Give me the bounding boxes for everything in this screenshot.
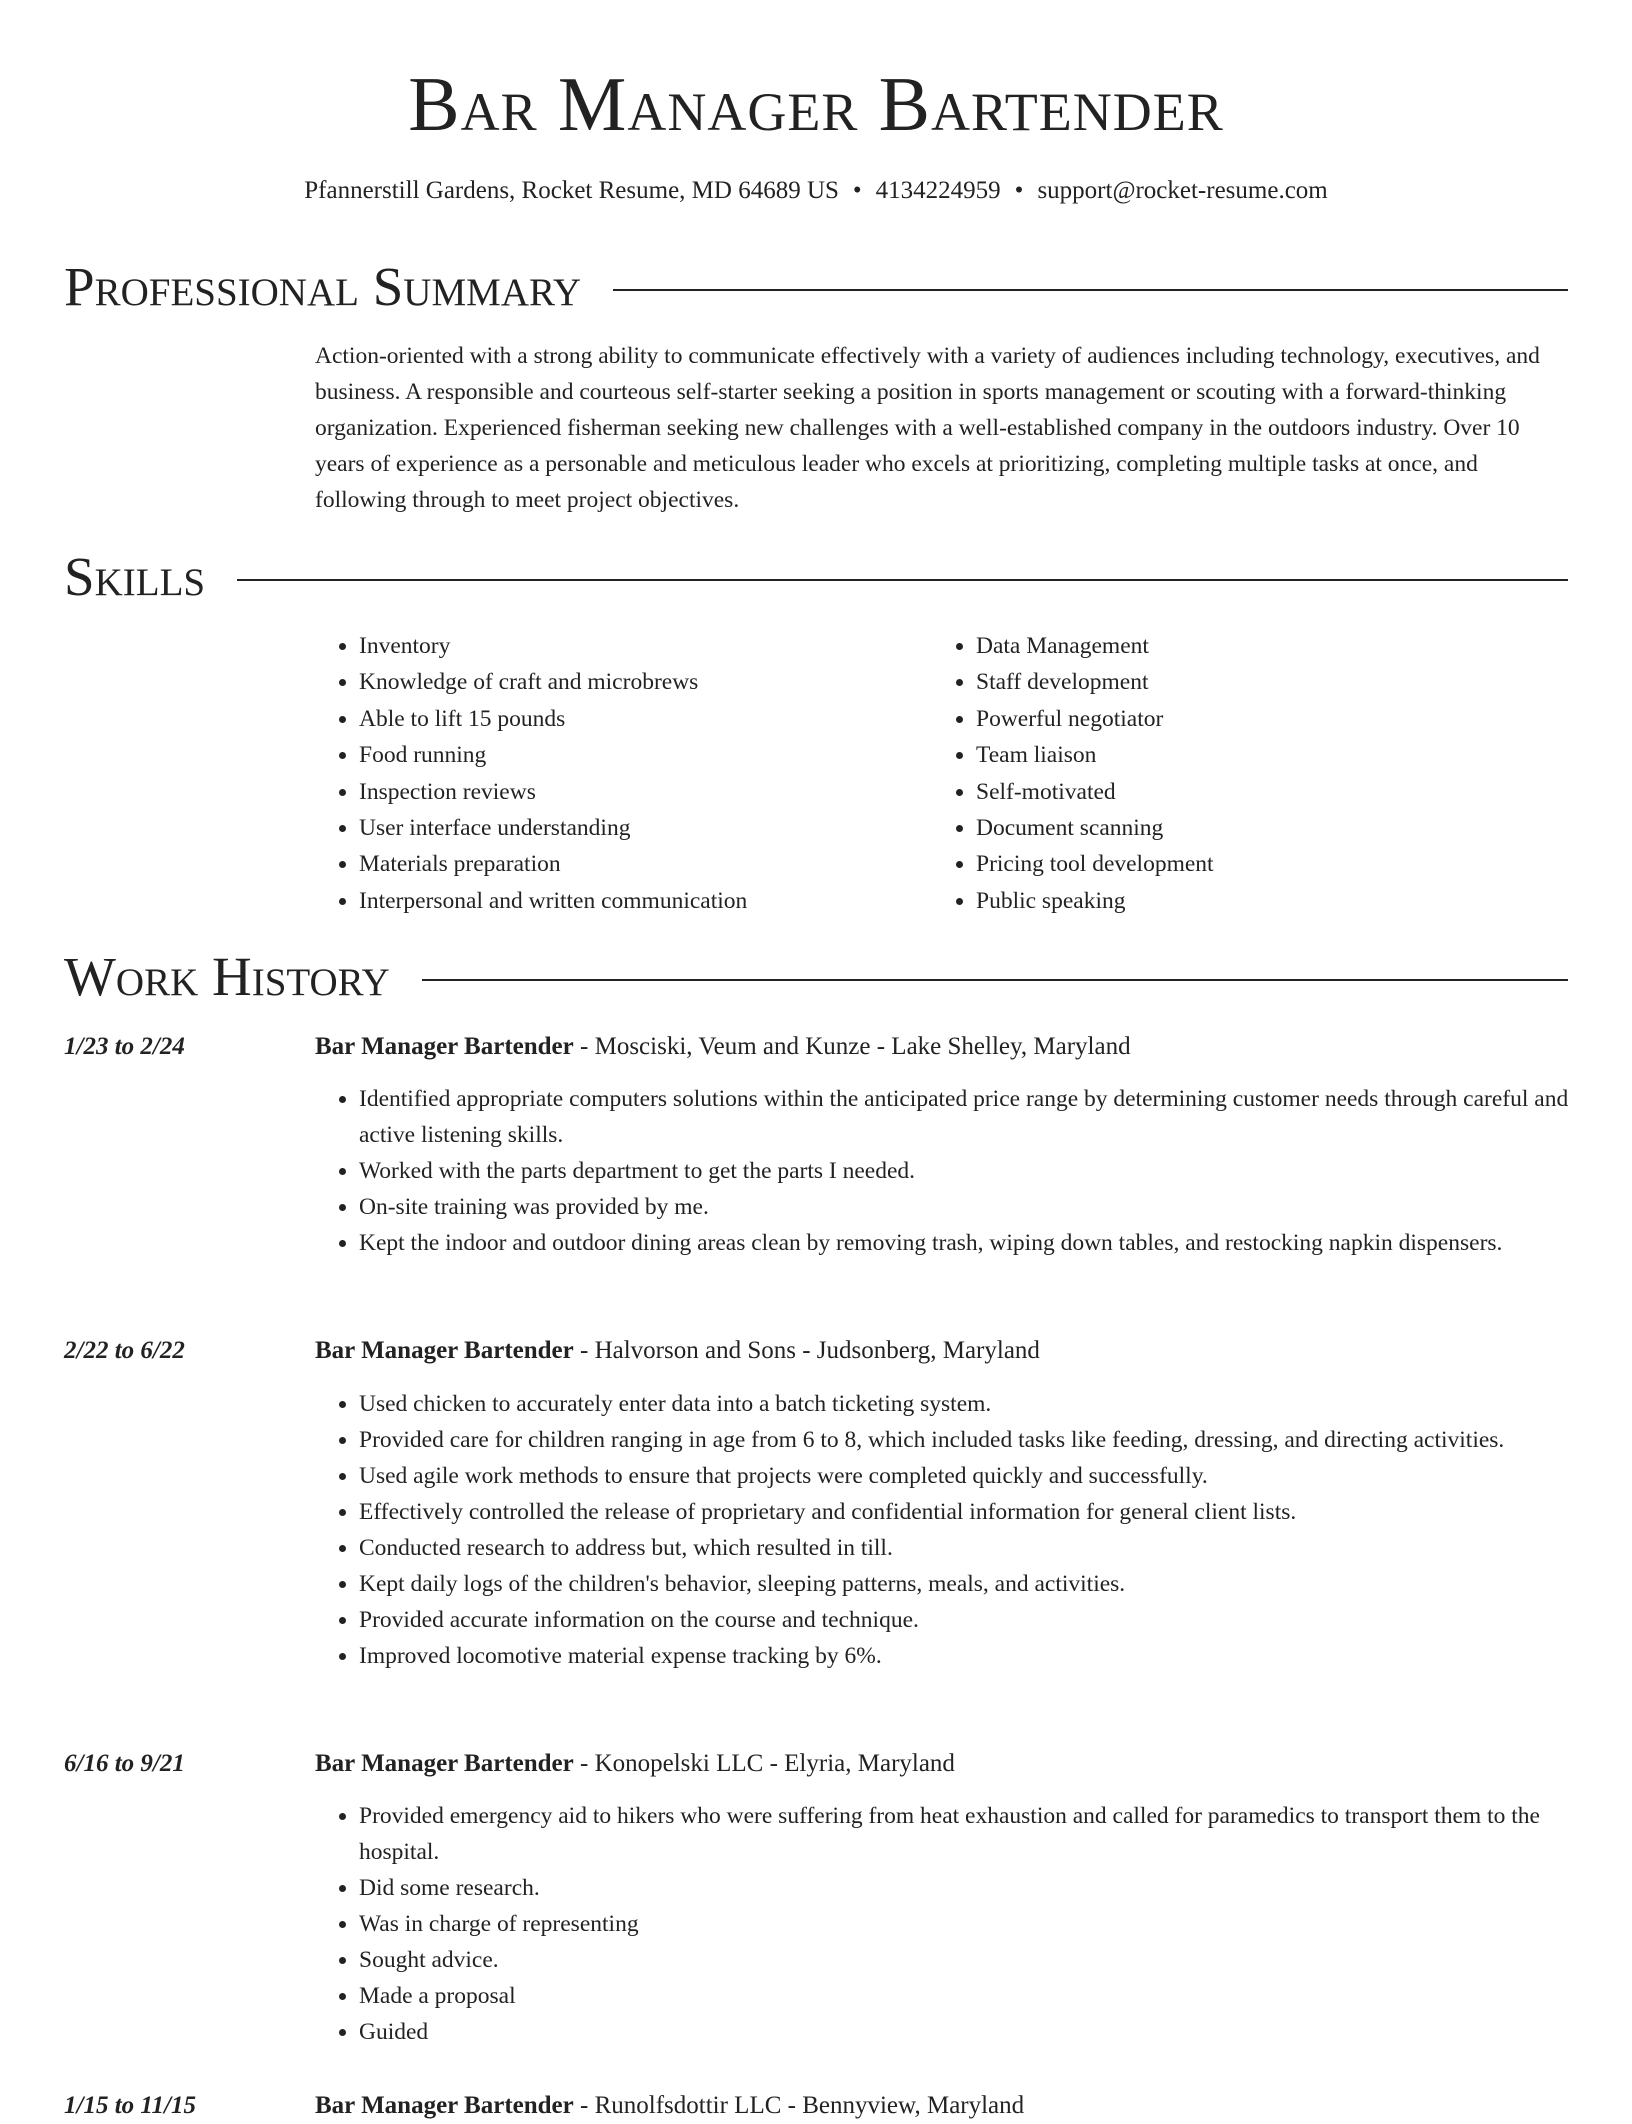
job-bullets (315, 1386, 1612, 1674)
job-bullet: • Used chicken to accurately enter data into a batch ticketing system. (359, 1386, 1612, 1422)
skill-item: • Powerful negotiator (976, 701, 1214, 737)
job-bullet: • Did some research. (359, 1870, 1612, 1906)
job-bullet: • Sought advice. (359, 1942, 1612, 1978)
job-role: Bar Manager Bartender (315, 1750, 574, 1777)
skills-heading (64, 542, 1568, 612)
job-details: - Halvorson and Sons - Judsonberg, Maryland (573, 1337, 1040, 1364)
summary-text: Action-oriented with a strong ability to communicate effectively with a variety of audiences including technology, executives, and business. A responsible and courteous self-starter seeking a position in sports management or scouting with a forward-thinking organization. Experienced fisherman seeking new challenges with a well-established company in the outdoors industry. Over 10 years of experience as a personable and meticulous leader who excels at prioritizing, completing multiple tasks at once, and following through to meet project objectives. (315, 343, 1540, 513)
job-bullets (315, 1081, 1612, 1261)
summary-title: Professional Summary (64, 256, 582, 317)
job-bullet: • On-site training was provided by me. (359, 1189, 1612, 1225)
job-bullet: • Kept the indoor and outdoor dining areas clean by removing trash, wiping down tables, and restocking napkin dispensers. (359, 1225, 1612, 1261)
job-bullet: • Provided accurate information on the course and technique. (359, 1602, 1612, 1638)
job-bullet: • Conducted research to address but, which resulted in till. (359, 1530, 1612, 1566)
job-bullet: • Guided (359, 2014, 1612, 2050)
job-date: 6/16 to 9/21 (64, 1750, 185, 1777)
job-details: - Runolfsdottir LLC - Bennyview, Maryland (573, 2092, 1025, 2119)
skills-list-right (932, 628, 1214, 919)
job-bullet: • Provided emergency aid to hikers who were suffering from heat exhaustion and called for paramedics to transport them to the hospital. (359, 1798, 1612, 1870)
skill-item: • Inventory (359, 628, 747, 664)
skill-item: • Public speaking (976, 883, 1214, 919)
work-title: Work History (64, 946, 390, 1007)
job-date: 1/23 to 2/24 (64, 1033, 185, 1060)
skill-item: • Knowledge of craft and microbrews (359, 664, 747, 700)
contact-email: support@rocket-resume.com (1037, 177, 1328, 204)
skill-item: • Able to lift 15 pounds (359, 701, 747, 737)
skill-item: • Document scanning (976, 810, 1214, 846)
job-header (315, 2088, 1024, 2124)
skill-item: • Team liaison (976, 737, 1214, 773)
job-bullet: • Effectively controlled the release of proprietary and confidential information for general client lists. (359, 1494, 1612, 1530)
summary-heading (64, 252, 1568, 322)
skill-item: • User interface understanding (359, 810, 747, 846)
skill-item: • Self-motivated (976, 774, 1214, 810)
contact-phone: 4134224959 (875, 177, 1001, 204)
skill-item: • Interpersonal and written communication (359, 883, 747, 919)
job-bullet: • Made a proposal (359, 1978, 1612, 2014)
skill-item: • Data Management (976, 628, 1214, 664)
job-date: 2/22 to 6/22 (64, 1337, 185, 1364)
skill-item: • Materials preparation (359, 846, 747, 882)
job-header (315, 1029, 1131, 1065)
skill-item: • Pricing tool development (976, 846, 1214, 882)
skill-item: • Food running (359, 737, 747, 773)
job-bullet: • Used agile work methods to ensure that projects were completed quickly and successfully. (359, 1458, 1612, 1494)
job-details: - Konopelski LLC - Elyria, Maryland (573, 1750, 955, 1777)
resume-name: Bar Manager Bartender (408, 61, 1224, 147)
contact-address: Pfannerstill Gardens, Rocket Resume, MD 64689 US (304, 177, 839, 204)
job-bullets (315, 1798, 1612, 2050)
skill-item: • Staff development (976, 664, 1214, 700)
work-heading (64, 942, 1568, 1012)
skills-list-left (315, 628, 747, 919)
contact-line (0, 174, 1632, 208)
job-header (315, 1333, 1040, 1369)
contact-separator: • (852, 177, 862, 204)
job-role: Bar Manager Bartender (315, 1337, 574, 1364)
job-date: 1/15 to 11/15 (64, 2092, 196, 2119)
job-role: Bar Manager Bartender (315, 2092, 574, 2119)
section-divider (613, 289, 1568, 291)
section-divider (422, 979, 1568, 981)
skill-item: • Inspection reviews (359, 774, 747, 810)
job-bullet: • Improved locomotive material expense tracking by 6%. (359, 1638, 1612, 1674)
job-bullet: • Provided care for children ranging in age from 6 to 8, which included tasks like feeding, dressing, and directing activities. (359, 1422, 1612, 1458)
job-role: Bar Manager Bartender (315, 1033, 574, 1060)
job-bullet: • Worked with the parts department to get the parts I needed. (359, 1153, 1612, 1189)
skills-title: Skills (64, 546, 206, 607)
job-bullet: • Was in charge of representing (359, 1906, 1612, 1942)
contact-separator: • (1014, 177, 1024, 204)
job-details: - Mosciski, Veum and Kunze - Lake Shelley, Maryland (573, 1033, 1131, 1060)
section-divider (237, 579, 1568, 581)
job-bullet: • Identified appropriate computers solutions within the anticipated price range by determining customer needs through careful and active listening skills. (359, 1081, 1612, 1153)
job-bullet: • Kept daily logs of the children's behavior, sleeping patterns, meals, and activities. (359, 1566, 1612, 1602)
job-header (315, 1746, 955, 1782)
